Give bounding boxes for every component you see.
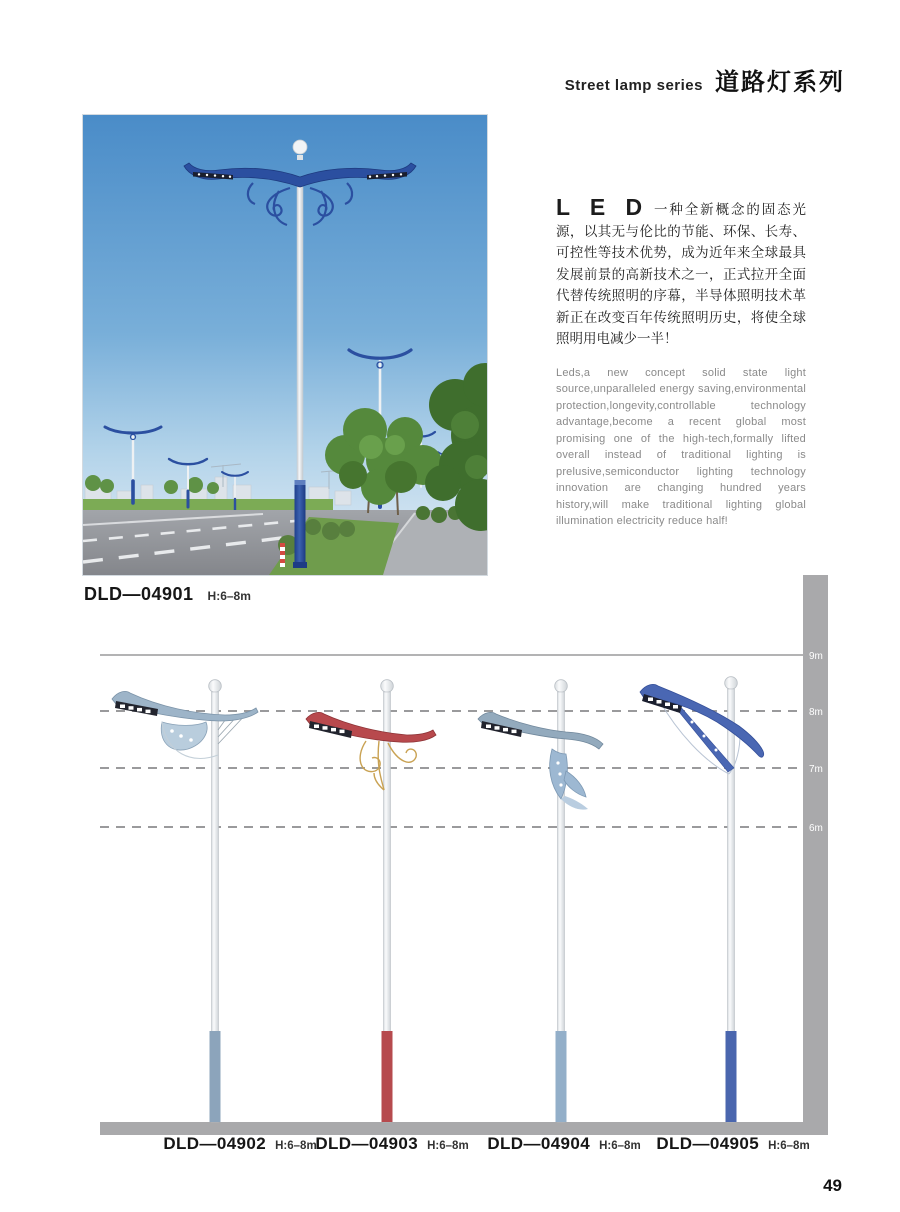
- scale-label-7m: 7m: [809, 764, 823, 775]
- page-header: [565, 62, 845, 97]
- scale-label-9m: 9m: [809, 651, 823, 662]
- model-04904: DLD—04904: [487, 1134, 591, 1153]
- arm-04905: [640, 684, 764, 757]
- pennant-04904: [550, 749, 588, 810]
- model-04902: DLD—04902: [163, 1134, 267, 1153]
- intro-paragraph-en: Leds,a new concept solid state light source,unparalleled energy saving,environmental protection,longevity,controllable technology advantage,become a recent global most promising one of the high-tech,formally lifted overall instead of traditional lighting is prelusive,semiconductor lighting technology innovation are changing hundred years history,will make traditional lighting global illumination electricity reduce half!: [556, 366, 806, 527]
- intro-text: [556, 196, 806, 530]
- lamp-drawing-dld-04905: [640, 677, 764, 1122]
- hero-photo-illustration: [83, 115, 487, 575]
- product-label-dld-04903: [315, 1134, 468, 1154]
- intro-zh-body: 一种全新概念的固态光源，以其无与伦比的节能、环保、长寿、可控性等技术优势，成为近年来全球最具发展前景的高新技术之一，正式拉开全面代替传统照明的序幕，半导体照明技术革新正在改变百年传统照明历史，将使全球照明用电减少一半！: [556, 202, 806, 346]
- series-title-en: Street lamp series: [564, 77, 703, 94]
- height-04902: H:6–8m: [275, 1140, 317, 1152]
- base-04902: [210, 1031, 221, 1122]
- page-number: 49: [823, 1176, 842, 1195]
- model-04905: DLD—04905: [656, 1134, 760, 1153]
- intro-paragraph-zh: [556, 196, 806, 350]
- height-04905: H:6–8m: [768, 1140, 810, 1152]
- series-title-zh: 道路灯系列: [715, 69, 845, 96]
- led-title: L E D: [556, 194, 649, 220]
- lamp-drawing-dld-04904: [478, 680, 603, 1122]
- base-04903: [382, 1031, 393, 1122]
- base-04904: [556, 1031, 567, 1122]
- product-label-dld-04905: [656, 1134, 809, 1154]
- hero-height-label: H:6–8m: [207, 589, 251, 603]
- height-diagram: [100, 575, 830, 1135]
- lamp-drawing-dld-04903: [306, 680, 436, 1122]
- product-label-dld-04902: [163, 1134, 316, 1154]
- height-04903: H:6–8m: [427, 1140, 469, 1152]
- hero-photo: [83, 115, 487, 575]
- lamp-drawing-dld-04902: [112, 680, 258, 1122]
- height-04904: H:6–8m: [599, 1140, 641, 1152]
- hero-model-label: DLD—04901: [84, 584, 194, 604]
- scale-label-6m: 6m: [809, 823, 823, 834]
- model-04903: DLD—04903: [315, 1134, 419, 1153]
- base-04905: [726, 1031, 737, 1122]
- traffic-bollard: [280, 543, 285, 567]
- scale-label-8m: 8m: [809, 707, 823, 718]
- product-label-dld-04904: [487, 1134, 640, 1154]
